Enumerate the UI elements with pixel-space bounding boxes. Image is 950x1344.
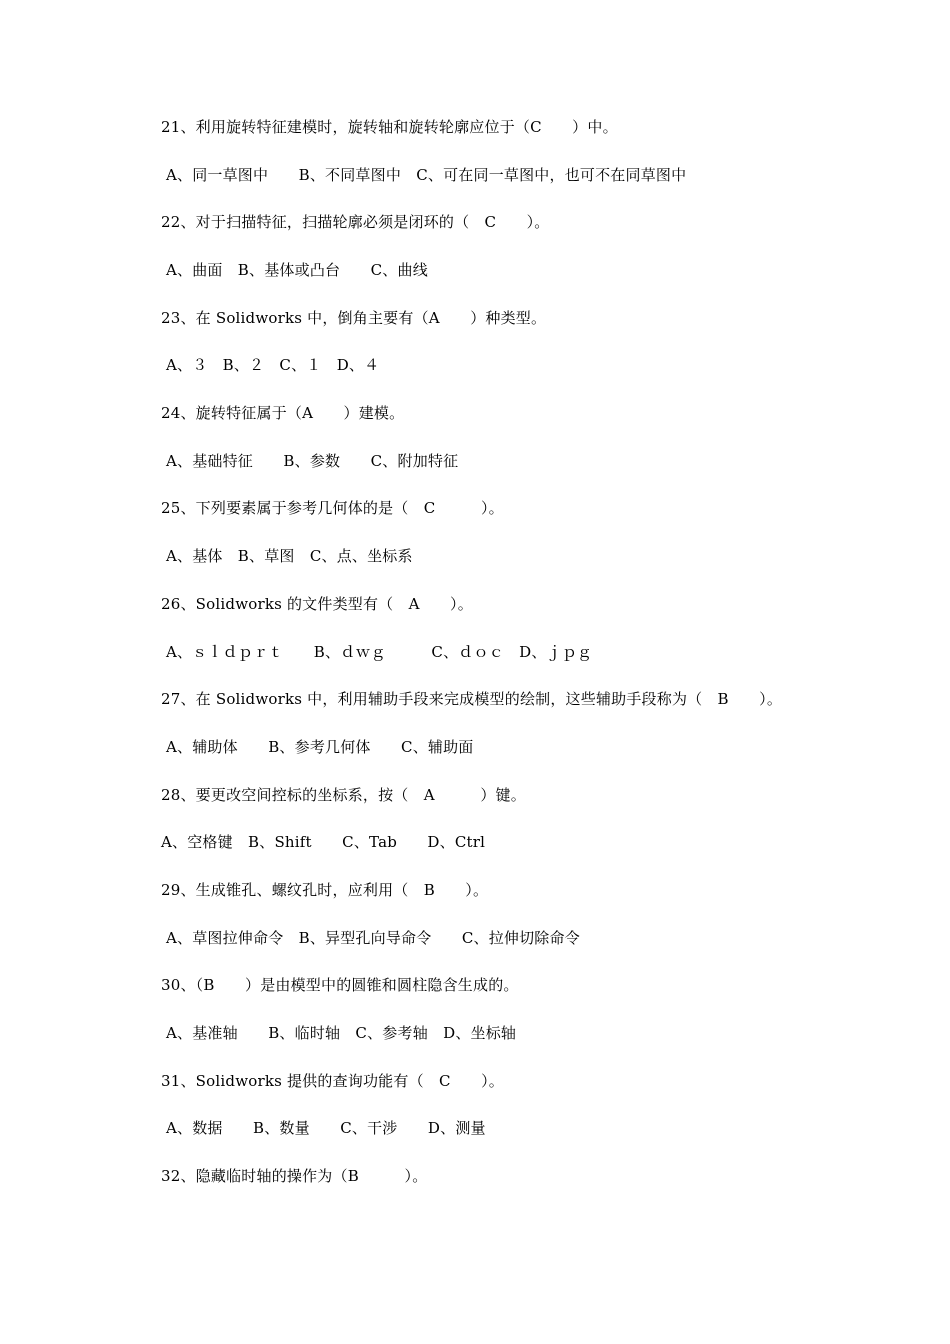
options-25: A、基体 B、草图 C、点、坐标系 xyxy=(161,547,413,565)
question-29: 29、生成锥孔、螺纹孔时，应利用（ B ）。 xyxy=(161,881,489,899)
question-28: 28、要更改空间控标的坐标系，按（ A ）键。 xyxy=(161,786,526,804)
question-31: 31、Solidworks 提供的查询功能有（ C ）。 xyxy=(161,1072,504,1090)
options-24: A、基础特征 B、参数 C、附加特征 xyxy=(161,452,459,470)
question-32: 32、隐藏临时轴的操作为（B ）。 xyxy=(161,1167,428,1185)
options-22: A、曲面 B、基体或凸台 C、曲线 xyxy=(161,261,428,279)
options-26: A、ｓｌｄｐｒｔ B、ｄｗｇ C、ｄｏｃ D、ｊｐｇ xyxy=(161,643,593,661)
options-27: A、辅助体 B、参考几何体 C、辅助面 xyxy=(161,738,474,756)
question-30: 30、（B ）是由模型中的圆锥和圆柱隐含生成的。 xyxy=(161,976,519,994)
options-28: A、空格键 B、Shift C、Tab D、Ctrl xyxy=(161,833,486,851)
question-21: 21、利用旋转特征建模时，旋转轴和旋转轮廓应位于（C ）中。 xyxy=(161,118,618,136)
question-23: 23、在 Solidworks 中，倒角主要有（A ）种类型。 xyxy=(161,309,547,327)
options-31: A、数据 B、数量 C、干涉 D、测量 xyxy=(161,1119,486,1137)
options-30: A、基准轴 B、临时轴 C、参考轴 D、坐标轴 xyxy=(161,1024,517,1042)
question-24: 24、旋转特征属于（A ）建模。 xyxy=(161,404,405,422)
options-21: A、同一草图中 B、不同草图中 C、可在同一草图中，也可不在同草图中 xyxy=(161,166,687,184)
question-27: 27、在 Solidworks 中，利用辅助手段来完成模型的绘制，这些辅助手段称为（ B ）。 xyxy=(161,690,783,708)
question-22: 22、对于扫描特征，扫描轮廓必须是闭环的（ C ）。 xyxy=(161,213,550,231)
question-26: 26、Solidworks 的文件类型有（ A ）。 xyxy=(161,595,473,613)
options-29: A、草图拉伸命令 B、异型孔向导命令 C、拉伸切除命令 xyxy=(161,929,580,947)
options-23: A、３ B、２ C、１ D、４ xyxy=(161,356,380,374)
question-25: 25、下列要素属于参考几何体的是（ C ）。 xyxy=(161,499,504,517)
